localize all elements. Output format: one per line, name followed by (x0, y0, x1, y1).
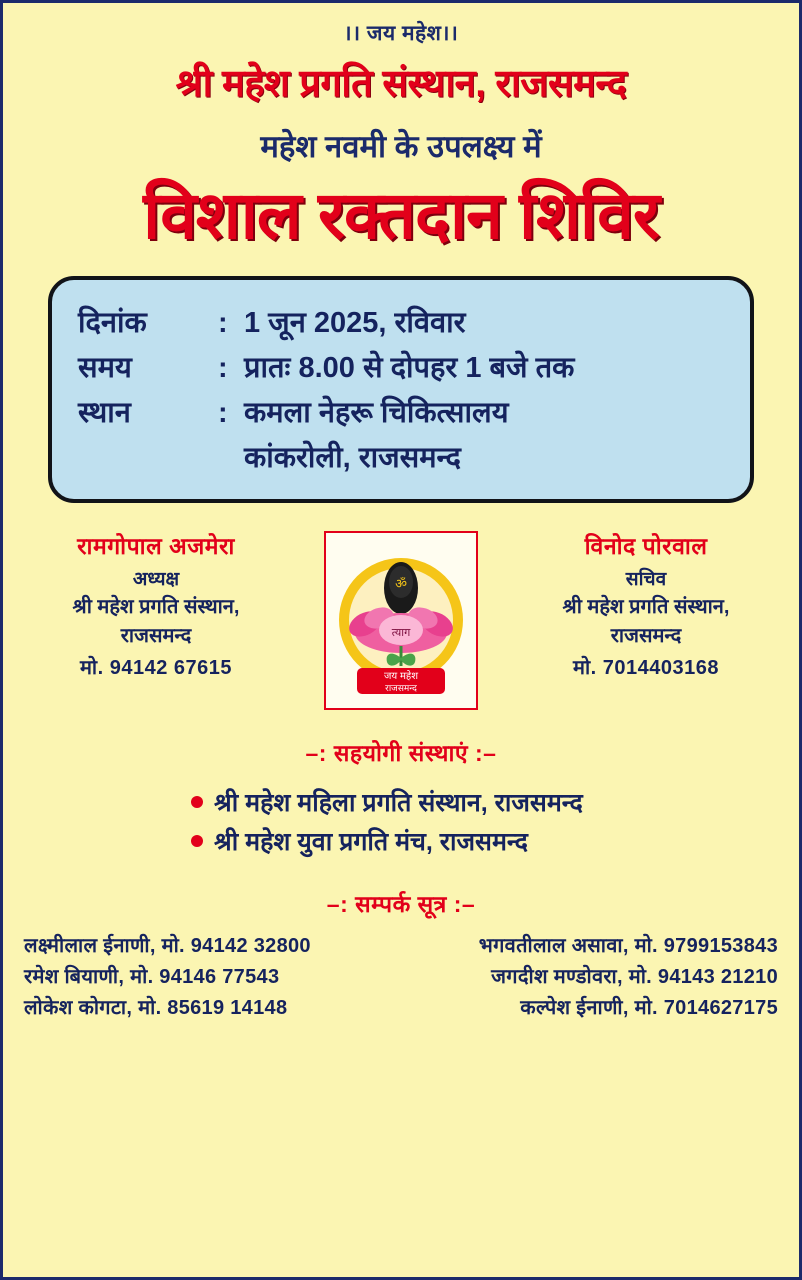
officer-president (21, 529, 291, 680)
officer-name: रामगोपाल अजमेरा (77, 532, 235, 559)
associate-label: श्री महेश युवा प्रगति मंच, राजसमन्द (214, 827, 528, 856)
svg-text:ॐ: ॐ (395, 575, 407, 591)
associates-heading: –: सहयोगी संस्थाएं :– (305, 739, 497, 766)
detail-row-venue (78, 394, 724, 433)
contact-line: जगदीश मण्डोवरा, मो. 94143 21210 (491, 965, 778, 988)
event-headline: विशाल रक्तदान शिविर (143, 177, 659, 252)
contacts-column-right (479, 931, 778, 1024)
detail-value-venue: कमला नेहरू चिकित्सालय (244, 397, 509, 430)
contact-line: लक्ष्मीलाल ईनाणी, मो. 94142 32800 (24, 934, 311, 957)
officers-section (21, 529, 781, 710)
contact-heading: –: सम्पर्क सूत्र :– (326, 890, 476, 917)
officer-name: विनोद पोरवाल (584, 532, 708, 559)
contact-line: कल्पेश ईनाणी, मो. 7014627175 (520, 996, 778, 1019)
officer-phone: मो. 7014403168 (573, 656, 719, 679)
officer-org-line2: राजसमन्द (610, 624, 682, 647)
officer-role: अध्यक्ष (132, 568, 180, 590)
svg-text:त्याग: त्याग (391, 626, 411, 639)
event-details-box (48, 276, 754, 503)
svg-text:राजसमन्द: राजसमन्द (385, 682, 417, 693)
detail-colon-venue: : (218, 397, 228, 430)
contacts-section (16, 931, 786, 1024)
svg-text:जय महेश: जय महेश (383, 670, 419, 682)
officer-org-line2: राजसमन्द (120, 624, 192, 647)
detail-colon-time: : (218, 352, 228, 385)
officer-phone: मो. 94142 67615 (79, 656, 233, 679)
officer-org-line1: श्री महेश प्रगति संस्थान, (72, 595, 240, 618)
organization-logo (324, 531, 478, 710)
officer-role: सचिव (625, 568, 667, 590)
detail-value-date: 1 जून 2025, रविवार (244, 306, 466, 339)
officer-secretary (511, 529, 781, 680)
bullet-icon (191, 835, 203, 847)
contact-line: रमेश बियाणी, मो. 94146 77543 (24, 965, 280, 988)
contact-line: भगवतीलाल असावा, मो. 9799153843 (478, 934, 778, 957)
detail-colon-date: : (218, 306, 228, 339)
lotus-om-logo-icon (331, 538, 471, 703)
contacts-column-left (24, 931, 311, 1024)
detail-value-venue-line2: कांकरोली, राजसमन्द (244, 442, 461, 475)
detail-label-date: दिनांक (78, 306, 147, 339)
contact-line: लोकेश कोगटा, मो. 85619 14148 (24, 996, 288, 1019)
list-item (191, 824, 721, 858)
list-item (191, 785, 721, 819)
organization-title: श्री महेश प्रगति संस्थान, राजसमन्द (175, 63, 627, 105)
invocation-text: ।। जय महेश।। (343, 22, 459, 45)
associates-list (81, 780, 721, 863)
associate-label: श्री महेश महिला प्रगति संस्थान, राजसमन्द (214, 788, 583, 817)
detail-row-time (78, 349, 724, 388)
bullet-icon (191, 796, 203, 808)
detail-label-venue: स्थान (78, 397, 131, 430)
occasion-subtitle: महेश नवमी के उपलक्ष्य में (260, 128, 542, 164)
detail-row-date (78, 304, 724, 343)
detail-value-time: प्रातः 8.00 से दोपहर 1 बजे तक (244, 352, 575, 385)
officer-org-line1: श्री महेश प्रगति संस्थान, (562, 595, 730, 618)
detail-label-time: समय (78, 352, 132, 385)
